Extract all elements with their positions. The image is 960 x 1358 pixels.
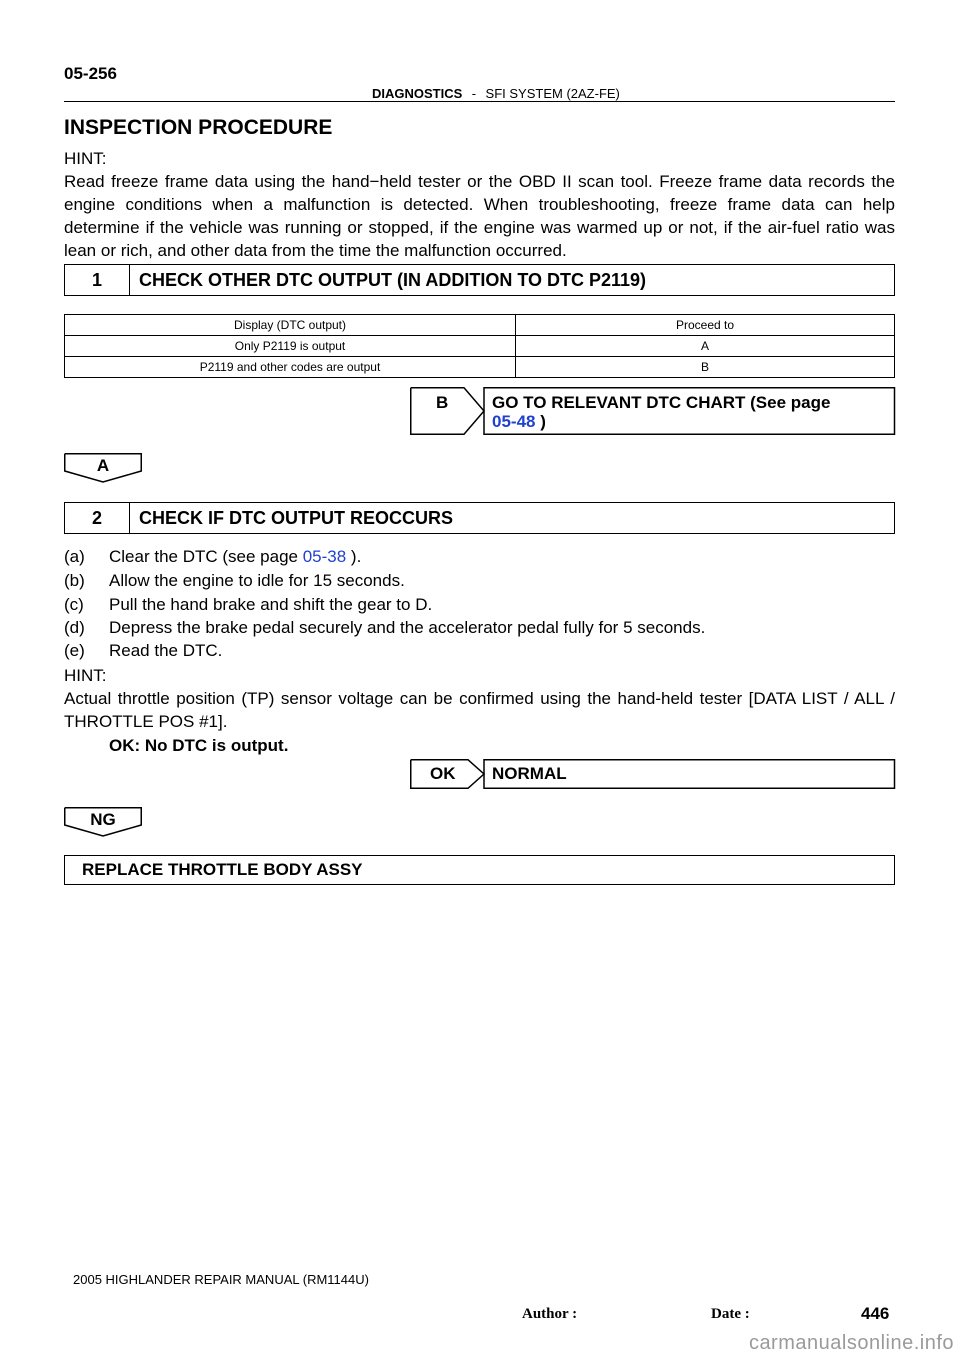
result-ok-frame xyxy=(410,759,896,789)
table-header-cell: Display (DTC output) xyxy=(65,315,516,336)
table-cell: A xyxy=(516,336,895,357)
watermark: carmanualsonline.info xyxy=(748,1332,954,1354)
final-action-text: REPLACE THROTTLE BODY ASSY xyxy=(82,860,363,879)
ok-criteria: OK: No DTC is output. xyxy=(109,736,289,755)
table-cell: Only P2119 is output xyxy=(65,336,516,357)
page-number: 446 xyxy=(861,1304,890,1323)
section-header xyxy=(372,86,620,101)
list-item-text: Allow the engine to idle for 15 seconds. xyxy=(109,571,405,590)
list-item xyxy=(64,641,222,661)
result-ok-text: NORMAL xyxy=(492,764,567,783)
dtc-table xyxy=(64,314,895,378)
result-b-block xyxy=(410,387,896,435)
result-b-label: GO TO RELEVANT DTC CHART (See page xyxy=(492,393,831,412)
step-2-box xyxy=(64,502,895,534)
hint-label: HINT: xyxy=(64,666,107,685)
table-cell: P2119 and other codes are output xyxy=(65,357,516,378)
list-item-text: Read the DTC. xyxy=(109,641,223,660)
step-1-box xyxy=(64,264,895,296)
list-item-text: Depress the brake pedal securely and the accelerator pedal fully for 5 seconds. xyxy=(109,618,706,637)
table-header-cell: Proceed to xyxy=(516,315,895,336)
section-dash: - xyxy=(471,86,477,101)
hint-label: HINT: xyxy=(64,149,107,168)
hint-block-2 xyxy=(64,664,895,733)
list-item xyxy=(64,547,361,567)
list-item xyxy=(64,595,432,615)
result-b-text xyxy=(492,393,892,431)
final-action-box xyxy=(64,855,895,885)
table-header-row xyxy=(65,315,895,336)
date-label: Date : xyxy=(711,1306,750,1322)
list-item-label: (a) xyxy=(64,547,85,566)
author-label: Author : xyxy=(522,1306,578,1322)
section-subname: SFI SYSTEM (2AZ-FE) xyxy=(485,86,620,101)
list-item-text: Clear the DTC (see page xyxy=(109,547,303,566)
step-2-number: 2 xyxy=(65,503,130,533)
hint-block xyxy=(64,147,895,262)
hint-text: Actual throttle position (TP) sensor voltage can be confirmed using the hand-held tester [DATA LIST / ALL / THROTTLE POS #1]. xyxy=(64,689,895,731)
page-code: 05-256 xyxy=(64,64,117,83)
result-ok-letter: OK xyxy=(430,764,456,783)
list-item-label: (d) xyxy=(64,618,85,637)
result-ok-block xyxy=(410,759,896,789)
page-title: INSPECTION PROCEDURE xyxy=(64,116,333,139)
list-item-text: Pull the hand brake and shift the gear to D. xyxy=(109,595,433,614)
list-item xyxy=(64,618,705,638)
list-item xyxy=(64,571,405,591)
tab-a-label: A xyxy=(96,456,110,475)
header-rule xyxy=(64,101,895,102)
step-1-number: 1 xyxy=(65,265,130,295)
manual-footer: 2005 HIGHLANDER REPAIR MANUAL (RM1144U) xyxy=(73,1272,369,1287)
result-b-page-link[interactable]: 05-48 xyxy=(492,412,536,431)
list-item-label: (b) xyxy=(64,571,85,590)
step-a-page-link[interactable]: 05-38 xyxy=(302,547,347,566)
tab-ng xyxy=(64,807,142,837)
result-b-close: ) xyxy=(535,412,546,431)
tab-ng-label: NG xyxy=(90,810,116,829)
step-1-title: CHECK OTHER DTC OUTPUT (IN ADDITION TO DTC P2119) xyxy=(139,270,647,290)
hint-text: Read freeze frame data using the hand−held tester or the OBD II scan tool. Freeze frame data records the engine conditions when a malfunction is detected. When troubleshooting, freeze frame data can help determine if the vehicle was running or stopped, if the engine was warmed up or not, if the air-fuel ratio was lean or rich, and other data from the time the malfunction occurred. xyxy=(64,172,895,260)
section-name: DIAGNOSTICS xyxy=(372,86,463,101)
result-b-letter: B xyxy=(436,393,449,412)
table-row xyxy=(65,357,895,378)
list-item-after: ). xyxy=(346,547,362,566)
list-item-label: (c) xyxy=(64,595,84,614)
table-row xyxy=(65,336,895,357)
step-2-title: CHECK IF DTC OUTPUT REOCCURS xyxy=(139,508,453,528)
list-item-label: (e) xyxy=(64,641,85,660)
table-cell: B xyxy=(516,357,895,378)
tab-a xyxy=(64,453,142,483)
